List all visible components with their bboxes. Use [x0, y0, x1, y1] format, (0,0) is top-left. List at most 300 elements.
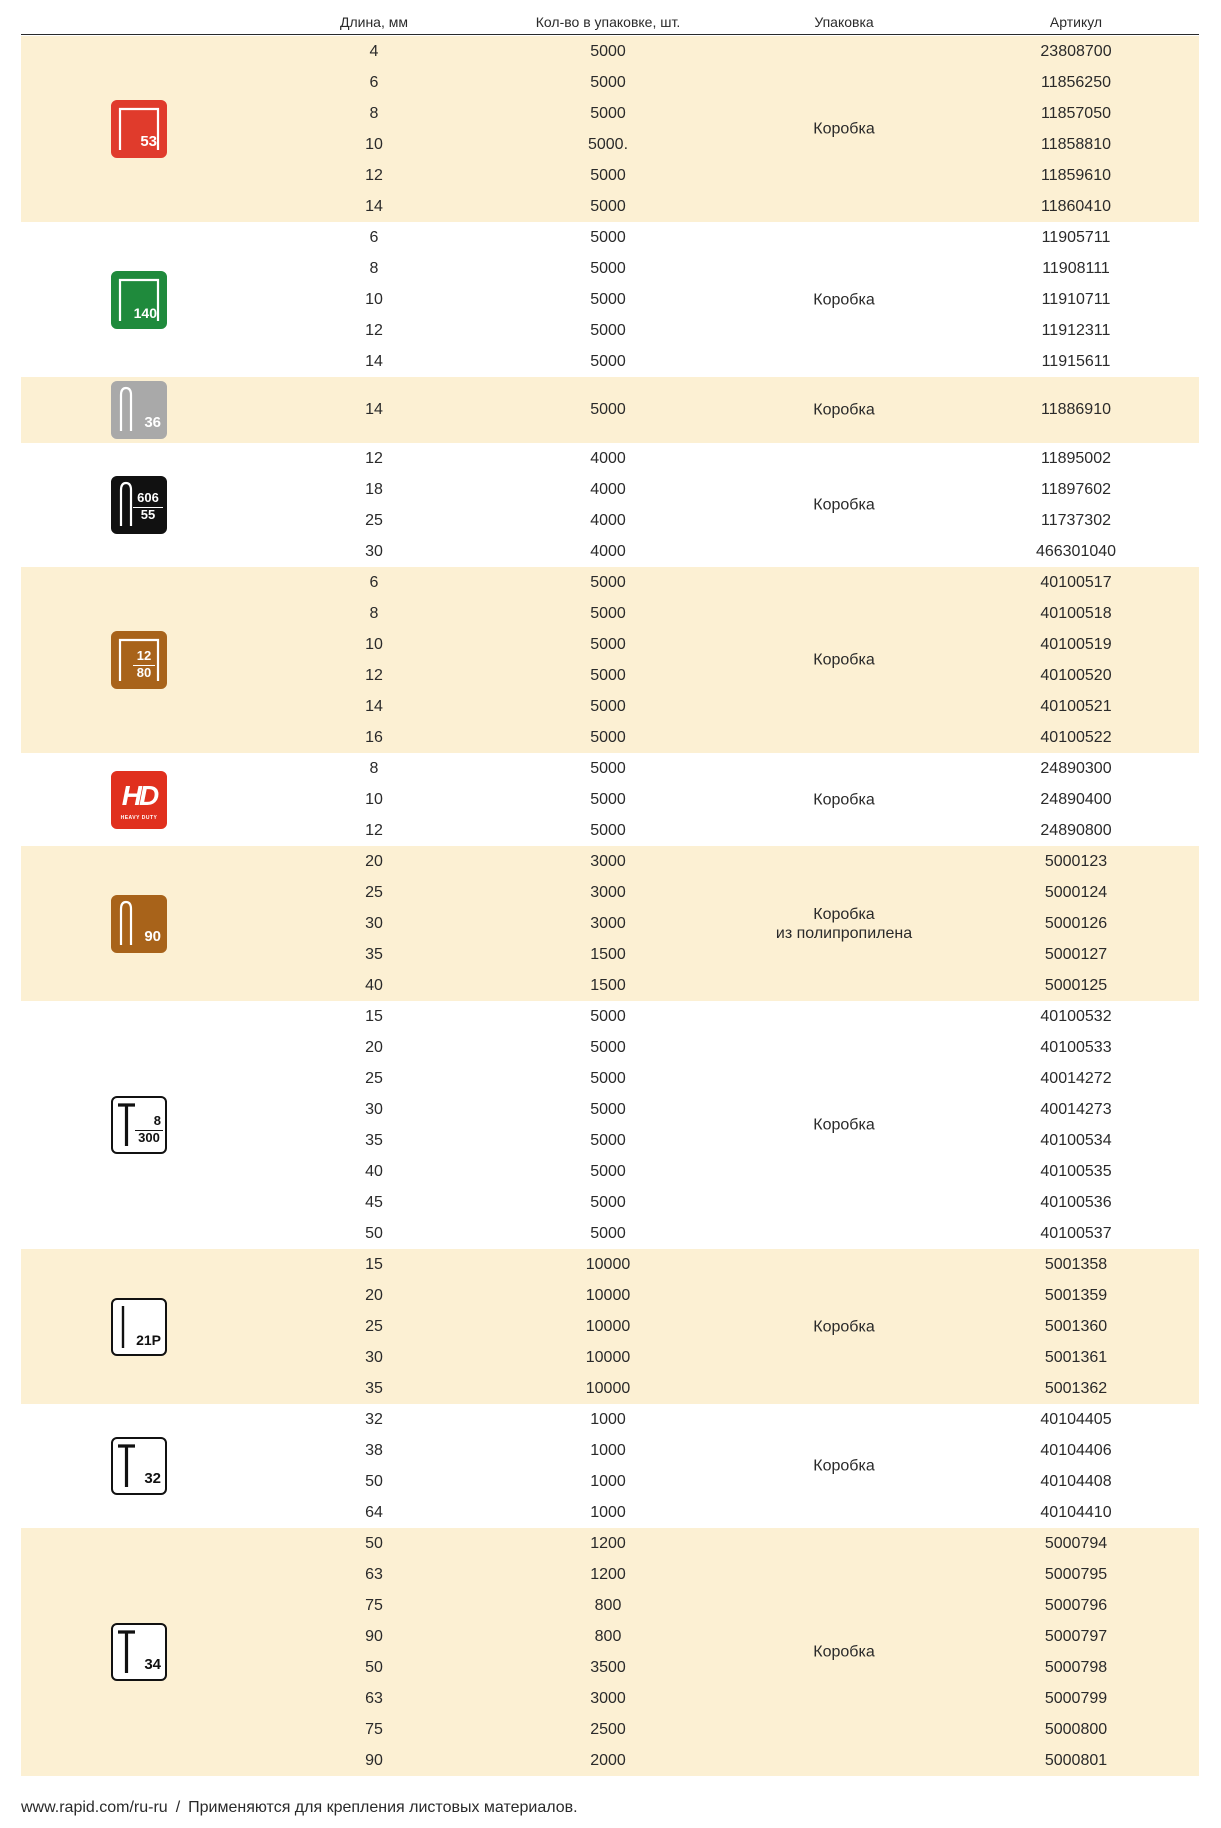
cell-length: 12 — [365, 322, 383, 339]
cell-sku: 11737302 — [1041, 512, 1111, 529]
cell-sku: 5000799 — [1044, 1690, 1108, 1707]
header-sku: Артикул — [1049, 14, 1103, 30]
table-row — [21, 753, 1199, 784]
cell-qty: 5000 — [590, 760, 626, 777]
cell-qty: 4000 — [590, 481, 626, 498]
table-row — [21, 1187, 1199, 1218]
cell-qty: 5000 — [590, 1132, 626, 1149]
cell-sku: 11912311 — [1041, 322, 1111, 339]
table-row — [21, 1466, 1199, 1497]
cell-length: 30 — [365, 1349, 383, 1366]
icon-label: 140 — [133, 304, 157, 321]
product-table — [21, 36, 1199, 1776]
cell-sku: 40100518 — [1040, 605, 1112, 622]
cell-pack — [813, 1457, 874, 1476]
cell-sku: 40100521 — [1040, 698, 1112, 715]
table-row — [21, 1714, 1199, 1745]
cell-qty: 5000 — [590, 198, 626, 215]
cell-sku: 40100536 — [1040, 1194, 1112, 1211]
icon-label: 32 — [144, 1470, 161, 1487]
table-row — [21, 284, 1199, 315]
cell-qty: 3000 — [590, 915, 626, 932]
cell-sku: 11857050 — [1041, 105, 1111, 122]
cell-sku: 24890400 — [1040, 791, 1112, 808]
table-row — [21, 67, 1199, 98]
table-row — [21, 567, 1199, 598]
cell-length: 50 — [365, 1225, 383, 1242]
cell-qty: 5000 — [590, 636, 626, 653]
cell-sku: 5001359 — [1044, 1287, 1108, 1304]
cell-sku: 40104405 — [1040, 1411, 1112, 1428]
cell-length: 12 — [365, 667, 383, 684]
product-group — [21, 567, 1199, 753]
cell-qty: 2000 — [590, 1752, 626, 1769]
cell-sku: 5001362 — [1044, 1380, 1108, 1397]
table-row — [21, 474, 1199, 505]
staple-12-80-icon — [111, 631, 167, 689]
cell-qty: 5000 — [590, 729, 626, 746]
table-row — [21, 1683, 1199, 1714]
cell-length: 14 — [365, 353, 383, 370]
cell-pack — [813, 1116, 874, 1135]
table-row — [21, 1497, 1199, 1528]
table-row — [21, 1559, 1199, 1590]
cell-qty: 800 — [594, 1628, 622, 1645]
table-row — [21, 98, 1199, 129]
cell-qty: 5000 — [590, 1070, 626, 1087]
cell-length: 12 — [365, 167, 383, 184]
cell-qty: 3000 — [590, 853, 626, 870]
table-row — [21, 1156, 1199, 1187]
cell-qty: 10000 — [585, 1318, 631, 1335]
cell-length: 40 — [365, 977, 383, 994]
table-row — [21, 846, 1199, 877]
cell-qty: 5000 — [590, 167, 626, 184]
cell-length: 16 — [365, 729, 383, 746]
table-row — [21, 1652, 1199, 1683]
cell-pack — [813, 401, 874, 420]
cell-qty: 4000 — [590, 543, 626, 560]
cell-sku: 5000798 — [1044, 1659, 1108, 1676]
cell-length: 25 — [365, 884, 383, 901]
table-row — [21, 505, 1199, 536]
cell-length: 20 — [365, 1039, 383, 1056]
cell-sku: 11886910 — [1041, 401, 1111, 418]
footer-separator: / — [175, 1799, 181, 1816]
nail-8-300-icon — [111, 1096, 167, 1154]
cell-qty: 4000 — [590, 512, 626, 529]
group-rows — [21, 222, 1199, 377]
icon-label: 36 — [144, 414, 161, 431]
icon-label: 90 — [144, 927, 161, 945]
staple-36-icon — [111, 381, 167, 439]
product-group — [21, 1404, 1199, 1528]
cell-sku: 11897602 — [1041, 481, 1111, 498]
cell-qty: 5000 — [590, 1101, 626, 1118]
cell-length: 8 — [369, 260, 379, 277]
cell-qty: 1500 — [590, 977, 626, 994]
cell-length: 10 — [365, 136, 383, 153]
table-row — [21, 1404, 1199, 1435]
table-row — [21, 629, 1199, 660]
pack-line: Коробка — [813, 291, 875, 308]
cell-length: 64 — [365, 1504, 383, 1521]
cell-qty: 1000 — [590, 1442, 626, 1459]
icon-label-secondary: HEAVY DUTY — [120, 814, 158, 821]
table-row — [21, 36, 1199, 67]
table-row — [21, 253, 1199, 284]
cell-length: 35 — [365, 1132, 383, 1149]
group-rows — [21, 846, 1199, 1001]
group-rows — [21, 1001, 1199, 1249]
nail-32-icon — [111, 1437, 167, 1495]
cell-qty: 5000 — [590, 74, 626, 91]
cell-qty: 5000 — [590, 1039, 626, 1056]
cell-length: 12 — [365, 822, 383, 839]
cell-pack — [776, 905, 912, 943]
cell-sku: 11856250 — [1041, 74, 1111, 91]
staple-hd-icon — [111, 771, 167, 829]
cell-sku: 11910711 — [1041, 291, 1111, 308]
cell-length: 75 — [365, 1721, 383, 1738]
staple-53-icon — [111, 100, 167, 158]
cell-qty: 5000 — [590, 574, 626, 591]
cell-sku: 40100537 — [1040, 1225, 1112, 1242]
cell-sku: 40100532 — [1040, 1008, 1112, 1025]
table-row — [21, 1032, 1199, 1063]
cell-sku: 5000794 — [1044, 1535, 1108, 1552]
cell-sku: 40014272 — [1040, 1070, 1112, 1087]
icon-label-secondary: 300 — [135, 1130, 163, 1145]
cell-sku: 5000800 — [1044, 1721, 1108, 1738]
cell-qty: 5000. — [587, 136, 629, 153]
product-group — [21, 36, 1199, 222]
cell-qty: 3000 — [590, 1690, 626, 1707]
cell-length: 8 — [369, 605, 379, 622]
icon-label-secondary: 80 — [133, 665, 155, 680]
footer-url[interactable]: www.rapid.com/ru-ru — [21, 1799, 168, 1816]
table-header — [21, 8, 1199, 35]
cell-length: 6 — [369, 74, 379, 91]
cell-sku: 5000125 — [1044, 977, 1108, 994]
cell-length: 35 — [365, 1380, 383, 1397]
cell-sku: 466301040 — [1035, 543, 1117, 560]
table-row — [21, 784, 1199, 815]
pack-line: Коробка — [813, 791, 875, 808]
table-row — [21, 1745, 1199, 1776]
cell-qty: 5000 — [590, 401, 626, 418]
product-group — [21, 1001, 1199, 1249]
cell-sku: 5000795 — [1044, 1566, 1108, 1583]
cell-sku: 5000123 — [1044, 853, 1108, 870]
cell-sku: 40100517 — [1040, 574, 1112, 591]
cell-sku: 5001361 — [1044, 1349, 1108, 1366]
pack-line: Коробка — [813, 1643, 875, 1661]
cell-sku: 40100533 — [1040, 1039, 1112, 1056]
cell-qty: 5000 — [590, 291, 626, 308]
cell-length: 45 — [365, 1194, 383, 1211]
cell-length: 50 — [365, 1535, 383, 1552]
cell-sku: 11860410 — [1041, 198, 1111, 215]
cell-qty: 5000 — [590, 791, 626, 808]
table-row — [21, 1528, 1199, 1559]
table-row — [21, 1249, 1199, 1280]
cell-qty: 1500 — [590, 946, 626, 963]
cell-length: 90 — [365, 1628, 383, 1645]
cell-qty: 1000 — [590, 1504, 626, 1521]
cell-length: 40 — [365, 1163, 383, 1180]
cell-length: 14 — [365, 401, 383, 418]
table-row — [21, 970, 1199, 1001]
table-row — [21, 815, 1199, 846]
group-rows — [21, 567, 1199, 753]
table-row — [21, 1590, 1199, 1621]
cell-length: 20 — [365, 853, 383, 870]
icon-label: 12 — [136, 648, 152, 663]
cell-sku: 5001358 — [1044, 1256, 1108, 1273]
cell-qty: 2500 — [590, 1721, 626, 1738]
group-rows — [21, 1404, 1199, 1528]
cell-length: 32 — [365, 1411, 383, 1428]
cell-length: 18 — [365, 481, 383, 498]
cell-qty: 1000 — [590, 1411, 626, 1428]
pack-line: Коробка — [813, 1318, 875, 1335]
table-row — [21, 222, 1199, 253]
cell-qty: 3000 — [590, 884, 626, 901]
cell-sku: 5000797 — [1044, 1628, 1108, 1645]
pack-line: Коробка — [813, 120, 875, 138]
cell-qty: 5000 — [590, 667, 626, 684]
cell-length: 30 — [365, 915, 383, 932]
header-qty: Кол-во в упаковке, шт. — [535, 14, 681, 30]
cell-length: 63 — [365, 1566, 383, 1583]
cell-qty: 5000 — [590, 229, 626, 246]
cell-pack — [813, 496, 874, 515]
cell-pack — [813, 120, 874, 139]
cell-length: 38 — [365, 1442, 383, 1459]
cell-sku: 5000124 — [1044, 884, 1108, 901]
cell-length: 50 — [365, 1473, 383, 1490]
cell-qty: 1000 — [590, 1473, 626, 1490]
cell-length: 30 — [365, 543, 383, 560]
cell-qty: 5000 — [590, 105, 626, 122]
cell-length: 25 — [365, 1318, 383, 1335]
staple-606-55-icon — [111, 476, 167, 534]
cell-length: 20 — [365, 1287, 383, 1304]
pack-line: Коробка — [813, 1457, 875, 1475]
table-row — [21, 315, 1199, 346]
cell-sku: 24890300 — [1040, 760, 1112, 777]
cell-length: 10 — [365, 291, 383, 308]
cell-length: 12 — [365, 450, 383, 467]
cell-qty: 5000 — [590, 353, 626, 370]
cell-sku: 11858810 — [1041, 136, 1111, 153]
product-group — [21, 222, 1199, 377]
pack-line: из полипропилена — [775, 924, 913, 942]
table-row — [21, 1621, 1199, 1652]
cell-length: 14 — [365, 198, 383, 215]
cell-sku: 40100519 — [1040, 636, 1112, 653]
staple-90-icon — [111, 895, 167, 953]
group-rows — [21, 1528, 1199, 1776]
icon-label-secondary: 55 — [133, 507, 163, 522]
header-pack: Упаковка — [814, 14, 874, 30]
cell-length: 25 — [365, 512, 383, 529]
cell-pack — [813, 651, 874, 670]
cell-qty: 5000 — [590, 1225, 626, 1242]
footer-note: Применяются для крепления листовых материалов. — [188, 1799, 578, 1816]
group-rows — [21, 377, 1199, 443]
cell-length: 8 — [369, 760, 379, 777]
group-rows — [21, 443, 1199, 567]
cell-sku: 40104410 — [1040, 1504, 1112, 1521]
table-row — [21, 1342, 1199, 1373]
table-row — [21, 877, 1199, 908]
table-row — [21, 346, 1199, 377]
cell-sku: 40100534 — [1040, 1132, 1112, 1149]
cell-sku: 40014273 — [1040, 1101, 1112, 1118]
header-length: Длина, мм — [339, 14, 409, 30]
cell-sku: 5001360 — [1044, 1318, 1108, 1335]
cell-qty: 800 — [594, 1597, 622, 1614]
product-group — [21, 443, 1199, 567]
cell-sku: 11905711 — [1041, 229, 1111, 246]
nail-34-icon — [111, 1623, 167, 1681]
cell-length: 8 — [369, 105, 379, 122]
product-group — [21, 846, 1199, 1001]
cell-length: 6 — [369, 229, 379, 246]
cell-length: 90 — [365, 1752, 383, 1769]
cell-qty: 1200 — [590, 1566, 626, 1583]
pack-line: Коробка — [813, 401, 875, 419]
cell-sku: 11908111 — [1042, 260, 1110, 277]
icon-label: 8 — [153, 1113, 161, 1128]
cell-qty: 5000 — [590, 43, 626, 60]
cell-sku: 11895002 — [1041, 450, 1111, 467]
product-group — [21, 377, 1199, 443]
cell-qty: 4000 — [590, 450, 626, 467]
product-group — [21, 1249, 1199, 1404]
icon-label: 21P — [136, 1331, 161, 1348]
cell-qty: 5000 — [590, 605, 626, 622]
cell-sku: 5000126 — [1044, 915, 1108, 932]
cell-qty: 3500 — [590, 1659, 626, 1676]
cell-sku: 40100520 — [1040, 667, 1112, 684]
cell-length: 10 — [365, 791, 383, 808]
cell-qty: 5000 — [590, 1163, 626, 1180]
cell-qty: 5000 — [590, 322, 626, 339]
table-row — [21, 160, 1199, 191]
cell-sku: 11859610 — [1041, 167, 1111, 184]
pin-21p-icon — [111, 1298, 167, 1356]
cell-sku: 40104408 — [1040, 1473, 1112, 1490]
cell-qty: 5000 — [590, 698, 626, 715]
table-row — [21, 1125, 1199, 1156]
table-row — [21, 1001, 1199, 1032]
cell-sku: 5000801 — [1044, 1752, 1108, 1769]
cell-pack — [813, 1317, 874, 1336]
table-row — [21, 536, 1199, 567]
group-rows — [21, 753, 1199, 846]
table-row — [21, 691, 1199, 722]
product-group — [21, 1528, 1199, 1776]
cell-qty: 5000 — [590, 1194, 626, 1211]
table-row — [21, 660, 1199, 691]
cell-length: 4 — [369, 43, 379, 60]
cell-qty: 5000 — [590, 822, 626, 839]
cell-sku: 23808700 — [1040, 43, 1112, 60]
footer — [21, 1799, 578, 1817]
cell-length: 50 — [365, 1659, 383, 1676]
pack-line: Коробка — [813, 905, 875, 923]
icon-label: 34 — [144, 1656, 161, 1673]
cell-sku: 40100535 — [1040, 1163, 1112, 1180]
table-row — [21, 129, 1199, 160]
cell-pack — [813, 790, 874, 809]
cell-qty: 5000 — [590, 1008, 626, 1025]
cell-length: 75 — [365, 1597, 383, 1614]
icon-label: HD — [121, 779, 157, 811]
cell-qty: 10000 — [585, 1380, 631, 1397]
pack-line: Коробка — [813, 496, 875, 514]
table-row — [21, 722, 1199, 753]
cell-pack — [813, 290, 874, 309]
cell-length: 15 — [365, 1256, 383, 1273]
table-row — [21, 939, 1199, 970]
cell-qty: 10000 — [585, 1287, 631, 1304]
cell-length: 25 — [365, 1070, 383, 1087]
staple-140-icon — [111, 271, 167, 329]
table-row — [21, 1280, 1199, 1311]
pack-line: Коробка — [813, 1116, 875, 1134]
cell-length: 14 — [365, 698, 383, 715]
cell-length: 15 — [365, 1008, 383, 1025]
cell-sku: 5000796 — [1044, 1597, 1108, 1614]
group-rows — [21, 1249, 1199, 1404]
pack-line: Коробка — [813, 651, 875, 669]
cell-length: 6 — [369, 574, 379, 591]
table-row — [21, 394, 1199, 425]
table-row — [21, 1435, 1199, 1466]
cell-length: 10 — [365, 636, 383, 653]
cell-length: 30 — [365, 1101, 383, 1118]
table-row — [21, 598, 1199, 629]
cell-sku: 5000127 — [1044, 946, 1108, 963]
table-row — [21, 908, 1199, 939]
cell-qty: 10000 — [585, 1256, 631, 1273]
cell-pack — [813, 1643, 874, 1662]
table-row — [21, 1063, 1199, 1094]
table-row — [21, 1373, 1199, 1404]
cell-length: 35 — [365, 946, 383, 963]
cell-qty: 10000 — [585, 1349, 631, 1366]
table-row — [21, 191, 1199, 222]
icon-label: 606 — [137, 490, 159, 505]
table-row — [21, 443, 1199, 474]
product-group — [21, 753, 1199, 846]
cell-sku: 40100522 — [1040, 729, 1112, 746]
icon-label: 53 — [140, 133, 157, 150]
cell-qty: 5000 — [590, 260, 626, 277]
table-row — [21, 1311, 1199, 1342]
group-rows — [21, 36, 1199, 222]
cell-sku: 24890800 — [1040, 822, 1112, 839]
cell-sku: 40104406 — [1040, 1442, 1112, 1459]
cell-length: 63 — [365, 1690, 383, 1707]
table-row — [21, 1094, 1199, 1125]
cell-qty: 1200 — [590, 1535, 626, 1552]
cell-sku: 11915611 — [1041, 353, 1111, 370]
